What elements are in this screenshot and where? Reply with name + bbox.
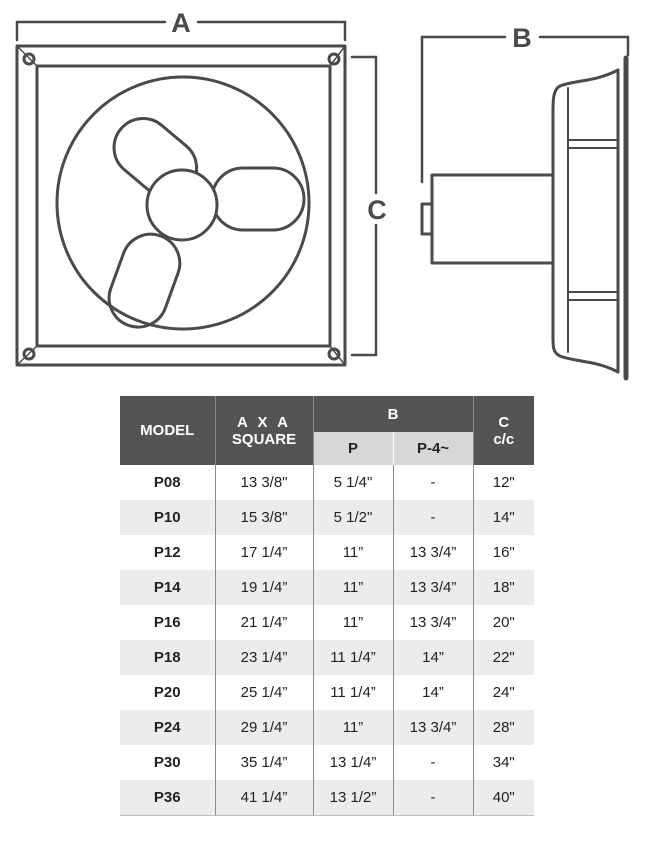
dimension-c-label: C bbox=[367, 195, 387, 225]
cell-model: P14 bbox=[120, 570, 215, 605]
cell-axa: 15 3/8" bbox=[215, 500, 313, 535]
table-row bbox=[120, 710, 534, 745]
cell-axa: 19 1/4” bbox=[215, 570, 313, 605]
cell-axa: 23 1/4” bbox=[215, 640, 313, 675]
cell-c: 16" bbox=[473, 535, 534, 570]
cell-model: P12 bbox=[120, 535, 215, 570]
header-model: MODEL bbox=[120, 396, 215, 465]
cell-c: 20" bbox=[473, 605, 534, 640]
header-b-p: P bbox=[313, 432, 393, 465]
table-row bbox=[120, 535, 534, 570]
cell-c: 22" bbox=[473, 640, 534, 675]
cell-axa: 13 3/8" bbox=[215, 465, 313, 500]
table-row bbox=[120, 780, 534, 816]
cell-p: 11 1/4” bbox=[313, 640, 393, 675]
table-row bbox=[120, 640, 534, 675]
cell-p4: - bbox=[393, 745, 473, 780]
cell-p4: - bbox=[393, 500, 473, 535]
cell-axa: 25 1/4” bbox=[215, 675, 313, 710]
cell-c: 12" bbox=[473, 465, 534, 500]
cell-p4: 13 3/4” bbox=[393, 605, 473, 640]
table-row bbox=[120, 745, 534, 780]
cell-axa: 21 1/4” bbox=[215, 605, 313, 640]
mount-hole-top-right bbox=[329, 54, 339, 64]
cell-p4: 14” bbox=[393, 675, 473, 710]
fan-side-view bbox=[422, 58, 626, 378]
cell-p: 5 1/4" bbox=[313, 465, 393, 500]
cell-p4: 14” bbox=[393, 640, 473, 675]
cell-p4: 13 3/4” bbox=[393, 535, 473, 570]
cell-c: 40" bbox=[473, 780, 534, 816]
cell-c: 24" bbox=[473, 675, 534, 710]
table-row bbox=[120, 605, 534, 640]
header-c bbox=[473, 396, 534, 465]
cell-model: P36 bbox=[120, 780, 215, 816]
cell-axa: 41 1/4” bbox=[215, 780, 313, 816]
cell-p4: - bbox=[393, 780, 473, 816]
table-row bbox=[120, 675, 534, 710]
cell-model: P10 bbox=[120, 500, 215, 535]
motor-body bbox=[432, 175, 556, 263]
mount-hole-bottom-right bbox=[329, 349, 339, 359]
header-axa-line2: SQUARE bbox=[231, 430, 297, 448]
dimension-table-body bbox=[120, 465, 534, 816]
dimension-table bbox=[120, 396, 534, 816]
cell-axa: 29 1/4” bbox=[215, 710, 313, 745]
cell-p: 11” bbox=[313, 570, 393, 605]
cell-p: 11 1/4” bbox=[313, 675, 393, 710]
table-row bbox=[120, 500, 534, 535]
cell-p4: 13 3/4” bbox=[393, 570, 473, 605]
cell-axa: 35 1/4” bbox=[215, 745, 313, 780]
header-c-line2: c/c bbox=[493, 430, 515, 448]
cell-p: 11” bbox=[313, 535, 393, 570]
cell-p: 5 1/2" bbox=[313, 500, 393, 535]
fan-hub bbox=[147, 170, 217, 240]
fan-dimension-drawing bbox=[0, 0, 647, 390]
cell-model: P18 bbox=[120, 640, 215, 675]
cell-model: P20 bbox=[120, 675, 215, 710]
cell-p: 11” bbox=[313, 710, 393, 745]
table-row bbox=[120, 465, 534, 500]
cell-p: 11” bbox=[313, 605, 393, 640]
cell-c: 14" bbox=[473, 500, 534, 535]
fan-housing bbox=[553, 70, 618, 372]
cell-model: P24 bbox=[120, 710, 215, 745]
header-axa-line1: A X A bbox=[237, 413, 291, 431]
cell-axa: 17 1/4” bbox=[215, 535, 313, 570]
cell-model: P08 bbox=[120, 465, 215, 500]
cell-p: 13 1/4” bbox=[313, 745, 393, 780]
cell-model: P30 bbox=[120, 745, 215, 780]
cell-p4: - bbox=[393, 465, 473, 500]
dimension-a-label: A bbox=[171, 8, 191, 38]
cell-p: 13 1/2” bbox=[313, 780, 393, 816]
cell-c: 34" bbox=[473, 745, 534, 780]
header-b-p4: P-4~ bbox=[393, 432, 473, 465]
dimension-b-label: B bbox=[512, 23, 532, 53]
cell-c: 18" bbox=[473, 570, 534, 605]
cell-p4: 13 3/4” bbox=[393, 710, 473, 745]
header-axa bbox=[215, 396, 313, 465]
header-c-line1: C bbox=[498, 413, 510, 431]
table-row bbox=[120, 570, 534, 605]
header-b: B bbox=[313, 396, 473, 432]
cell-c: 28" bbox=[473, 710, 534, 745]
cell-model: P16 bbox=[120, 605, 215, 640]
